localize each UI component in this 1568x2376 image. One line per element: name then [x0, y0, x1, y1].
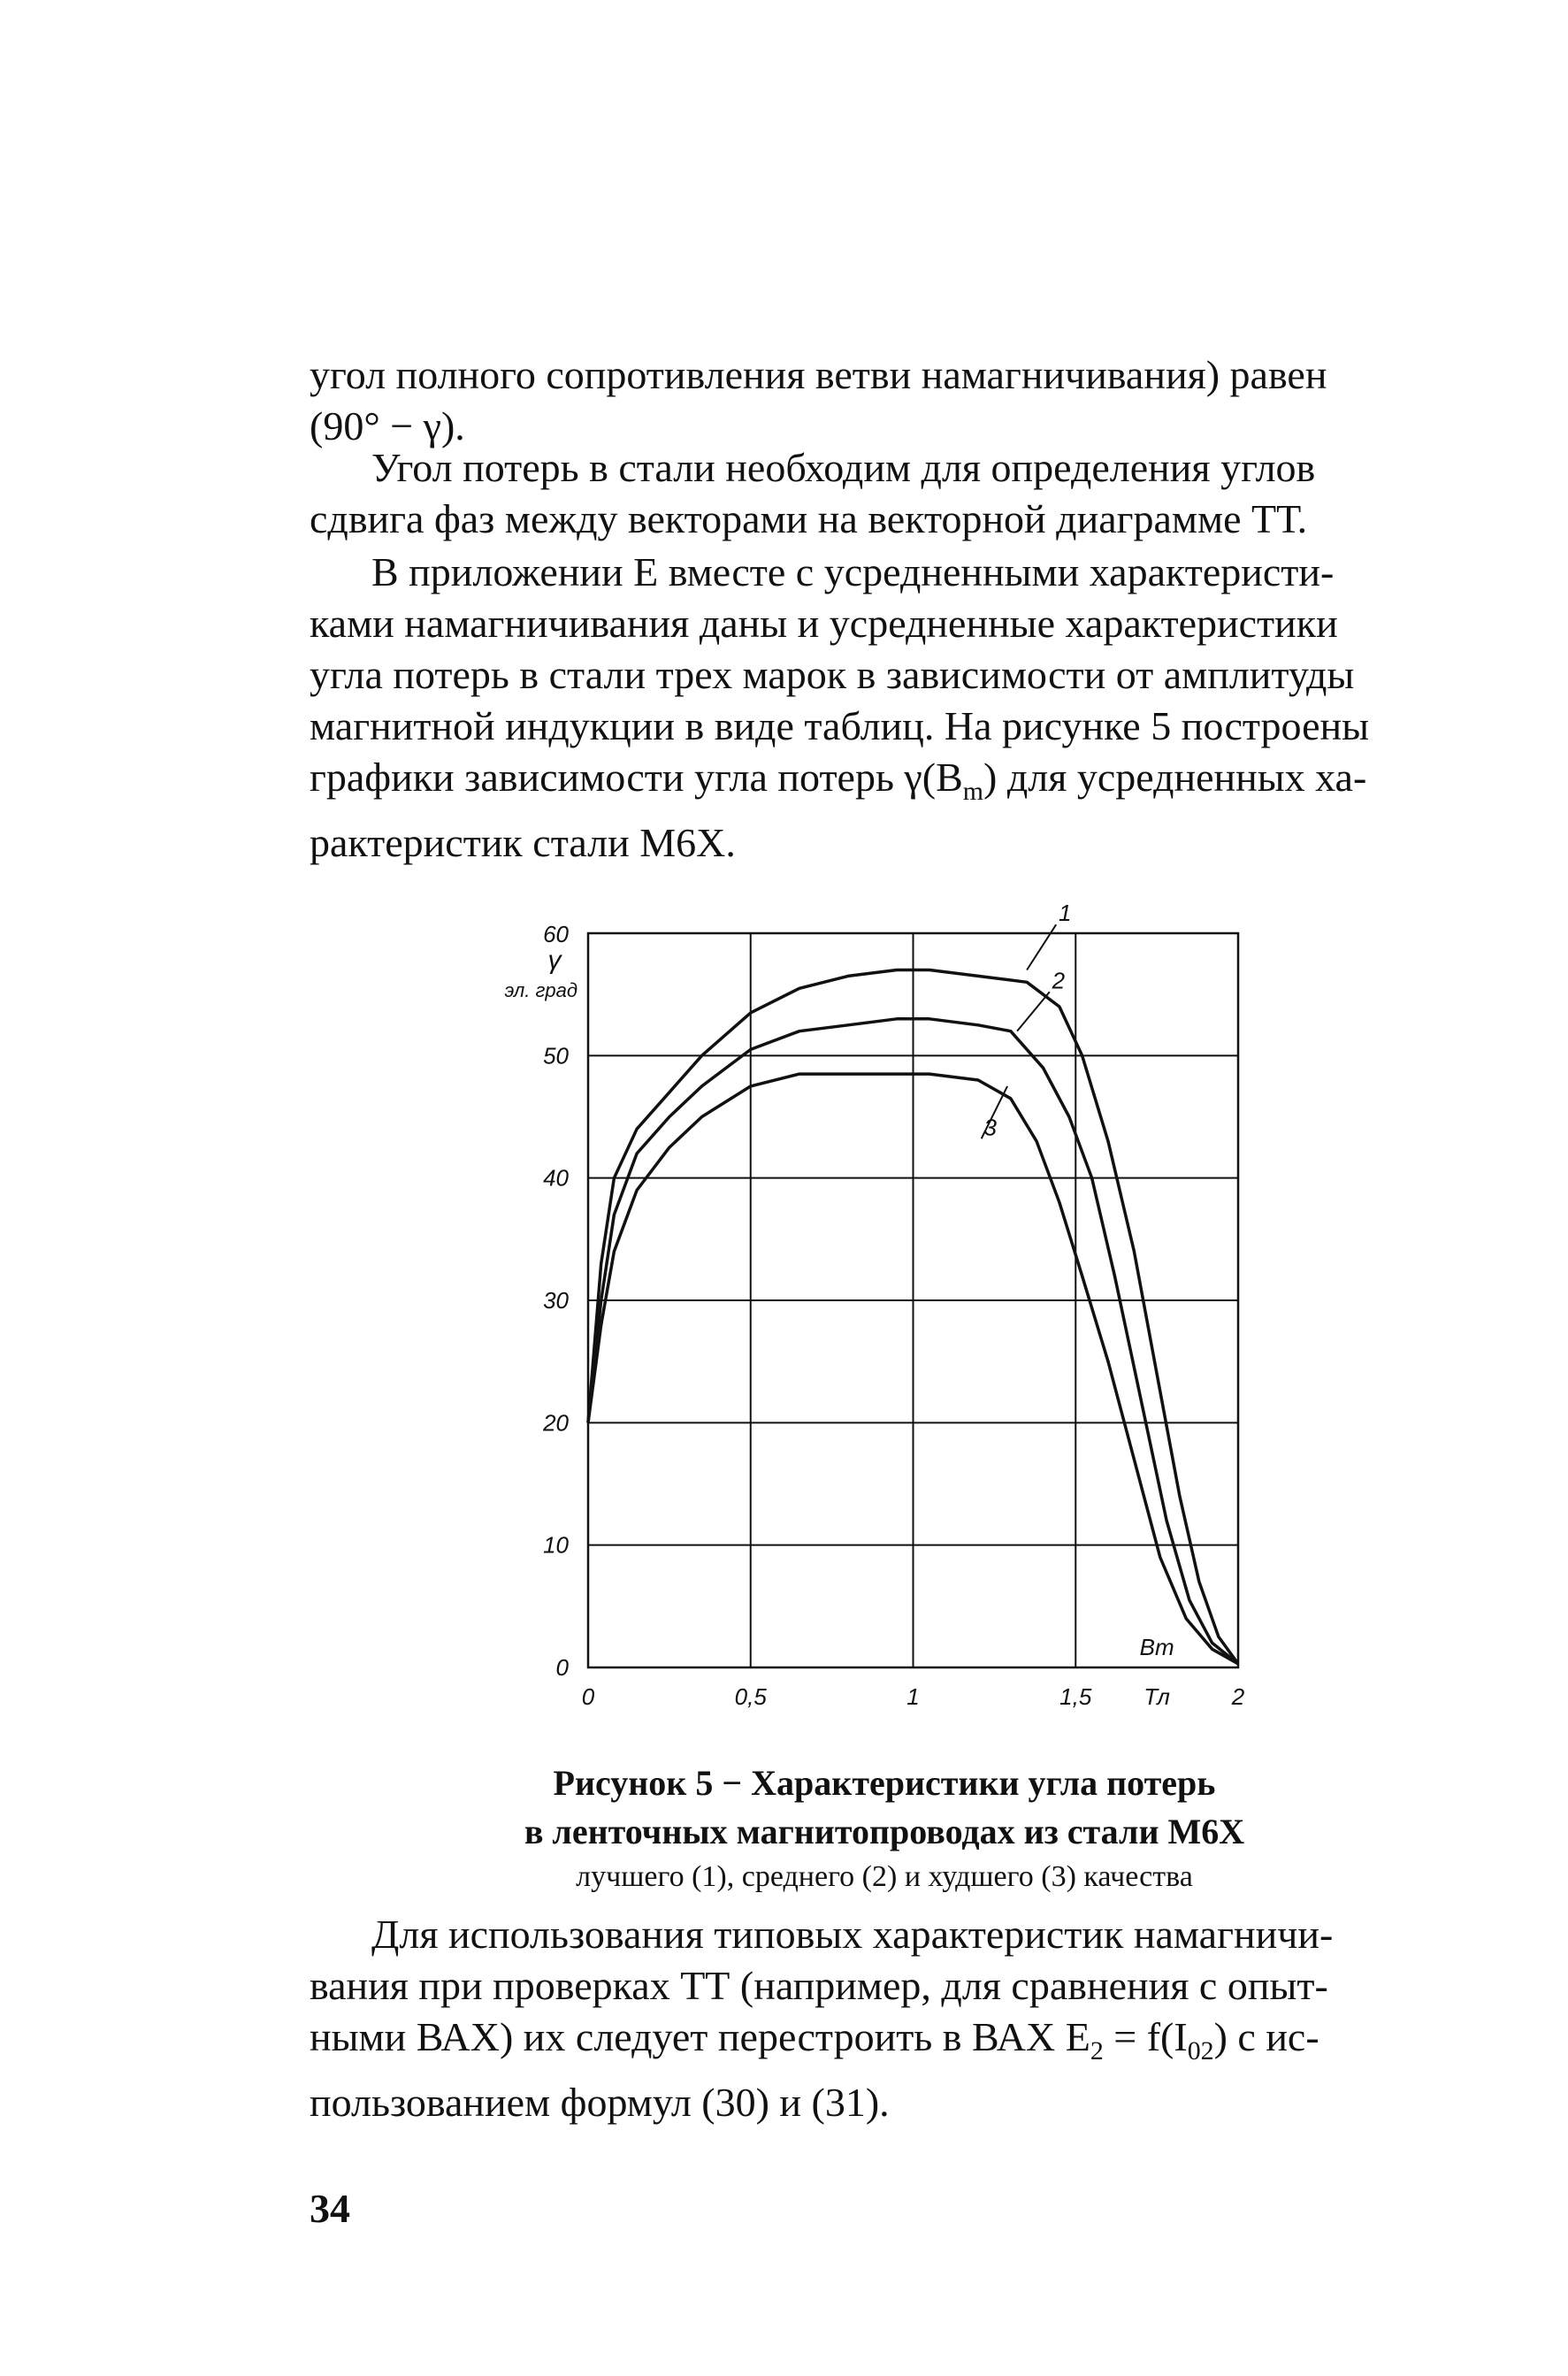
curve-label: 2: [1052, 967, 1066, 994]
text-line: ками намагничивания даны и усредненные характеристики: [310, 601, 1338, 646]
loss-angle-chart: [495, 902, 1274, 1725]
text-line: [310, 752, 1459, 817]
text-fragment: = f(I: [1103, 2014, 1188, 2059]
text-line: угол полного сопротивления ветви намагничивания) равен: [310, 352, 1327, 397]
page-number: 34: [310, 2186, 350, 2231]
paragraph-loss-angle: [310, 442, 1459, 545]
y-tick-label: 30: [543, 1287, 569, 1314]
x-tick-label: 0: [581, 1683, 595, 1710]
text-fragment: графики зависимости угла потерь γ(B: [310, 755, 963, 800]
text-line: пользованием формул (30) и (31).: [310, 2080, 890, 2126]
text-fragment: ) для усредненных ха-: [983, 755, 1367, 800]
subscript: 2: [1090, 2036, 1104, 2066]
text-fragment: ) с ис-: [1213, 2014, 1319, 2059]
y-tick-label: 20: [543, 1409, 569, 1437]
y-tick-label: 40: [543, 1164, 569, 1192]
text-line: рактеристик стали М6Х.: [310, 820, 736, 866]
y-axis-symbol: γ: [547, 946, 562, 975]
text-line: вания при проверках ТТ (например, для сравнения с опыт-: [310, 1963, 1328, 2008]
y-tick-label: 60: [543, 921, 569, 947]
text-line: Для использования типовых характеристик намагничи-: [371, 1912, 1334, 1957]
figure-caption-title-2: в ленточных магнитопроводах из стали М6Х: [524, 1812, 1245, 1851]
figure-loss-angle-chart: [495, 902, 1274, 1725]
curve-label-leader: [1027, 924, 1056, 970]
text-fragment: ными ВАХ) их следует перестроить в ВАХ E: [310, 2014, 1090, 2059]
figure-caption-subtitle: лучшего (1), среднего (2) и худшего (3) качества: [576, 1860, 1193, 1893]
y-tick-label: 10: [543, 1531, 569, 1559]
y-axis-unit: эл. град: [504, 979, 577, 1001]
x-axis-symbol: Bm: [1139, 1634, 1174, 1660]
text-line: Угол потерь в стали необходим для определения углов: [371, 445, 1316, 490]
text-line: угла потерь в стали трех марок в зависимости от амплитуды: [310, 652, 1355, 697]
x-tick-label: 1: [906, 1683, 920, 1710]
subscript: 02: [1187, 2036, 1214, 2066]
subscript: m: [962, 777, 984, 807]
y-tick-label: 0: [555, 1654, 569, 1681]
text-line: В приложении Е вместе с усредненными характеристи-: [371, 549, 1335, 594]
figure-caption-title: Рисунок 5 − Характеристики угла потерь: [553, 1763, 1216, 1803]
paragraph-usage: [310, 1909, 1459, 2128]
curve-label-leader: [1017, 992, 1050, 1031]
x-axis-unit: Тл: [1143, 1683, 1170, 1710]
curve-label: 1: [1058, 902, 1072, 927]
text-line: магнитной индукции в виде таблиц. На рисунке 5 построены: [310, 703, 1370, 748]
paragraph-intro: [310, 349, 1459, 452]
text-line: (90° − γ).: [310, 403, 465, 448]
text-line: сдвига фаз между векторами на векторной диаграмме ТТ.: [310, 496, 1308, 541]
x-tick-label: 2: [1231, 1683, 1245, 1710]
text-line: [310, 2012, 1459, 2077]
x-tick-label: 1,5: [1059, 1683, 1092, 1710]
y-tick-label: 50: [543, 1042, 569, 1069]
x-tick-label: 0,5: [734, 1683, 767, 1710]
curve-label: 3: [983, 1114, 997, 1141]
paragraph-appendix: [310, 547, 1459, 869]
